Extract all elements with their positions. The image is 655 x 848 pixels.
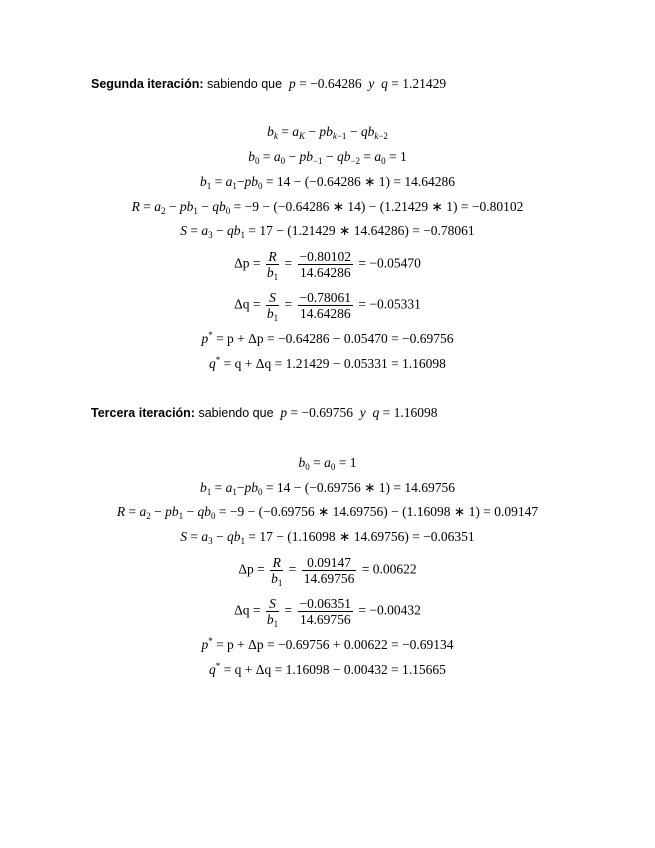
third-iteration-heading: Tercera iteración: (91, 406, 195, 420)
third-p-label: = (290, 405, 299, 420)
second-dp-num: −0.80102 (299, 249, 352, 264)
third-dp-num: 0.09147 (302, 555, 357, 571)
third-y: y (359, 405, 366, 420)
third-dq-num: −0.06351 (299, 596, 352, 611)
second-dq-den: 14.64286 (299, 306, 351, 321)
second-b0-equation: $b_0 = a_0 - pb_{-1} - qb_{-2} = a_0 = 1$ (248, 149, 407, 166)
third-b1-equation: $b_1 = a_1-pb_0 = 14 - (-0.69756$ ∗ 1) = 14.69756 (199, 480, 455, 497)
second-dp-den: 14.64286 (299, 265, 351, 280)
third-s-equation: $S = a_3 - qb_1 = 17 - (1.16098$ ∗ 14.69756) = −0.06351 (180, 529, 475, 546)
third-p-star-equation: p* = p + Δp = −0.69756 + 0.00622 = −0.69134 (201, 636, 454, 652)
second-p-value: −0.64286 (310, 76, 362, 91)
second-r-equation: $R = a_2 - pb_1 - qb_0 = -9 - (-0.64286$ ∗ 14) − (1.21429 ∗ 1) = −0.80102 (131, 199, 524, 216)
second-p-star-equation: p* = p + Δp = −0.64286 − 0.05470 = −0.69756 (201, 330, 454, 346)
second-iteration-heading: Segunda iteración: (91, 77, 204, 91)
third-delta-p-equation: Δp = $\frac{R}{b_1}$ = $\frac{0.09147}{14.69756}$ = 0.00622 (238, 555, 417, 588)
third-dp-result: = 0.00622 (361, 561, 417, 577)
third-intro-text: sabiendo que (198, 406, 274, 420)
third-p-star-rhs: = −0.69756 + 0.00622 = −0.69134 (266, 637, 454, 652)
third-r-rhs: = −9 − (−0.69756 ∗ 14.69756) − (1.16098 ∗ 1) = 0.09147 (218, 504, 539, 519)
second-dp-result: = −0.05470 (358, 255, 421, 271)
second-r-rhs: = −9 − (−0.64286 ∗ 14) − (1.21429 ∗ 1) = −0.80102 (233, 199, 524, 214)
second-delta-q-equation: Δq = $\frac{S}{b_1}$ = $\frac{-0.78061}{14.64286}$ = −0.05331 (234, 290, 421, 323)
third-q-star-rhs: = 1.16098 − 0.00432 = 1.15665 (274, 662, 446, 677)
second-delta-p-equation: Δp = $\frac{R}{b_1}$ = $\frac{-0.80102}{14.64286}$ = −0.05470 (234, 249, 421, 282)
second-p-label: = (299, 76, 307, 91)
third-b1-rhs: = 14 − (−0.69756 ∗ 1) = 14.69756 (265, 480, 455, 495)
second-dq-fraction-sb: $\frac{S}{b_1}$ (266, 290, 279, 323)
third-p-value: −0.69756 (301, 405, 354, 420)
second-dp-fraction-rs: $\frac{R}{b_1}$ (266, 249, 279, 282)
third-delta-q-equation: Δq = $\frac{S}{b_1}$ = $\frac{-0.06351}{14.69756}$ = −0.00432 (234, 596, 421, 629)
second-dp-fraction (298, 249, 354, 280)
third-dq-den: 14.69756 (299, 612, 351, 627)
second-iteration-intro: Segunda iteración: sabiendo que p = −0.64286 y q = 1.21429 (91, 76, 447, 91)
second-dq-num: −0.78061 (299, 290, 352, 305)
recurrence-formula: $b_k = a_K - pb_{k-1} - qb_{k-2}$ (267, 124, 388, 141)
third-iteration-intro: Tercera iteración: sabiendo que p = −0.69756 y q = 1.16098 (91, 405, 438, 420)
third-q-value: 1.16098 (393, 405, 438, 420)
second-s-equation: $S = a_3 - qb_1 = 17 - (1.21429$ ∗ 14.64286) = −0.78061 (180, 223, 475, 240)
second-dq-result: = −0.05331 (358, 296, 421, 312)
second-intro-text: sabiendo que (207, 77, 283, 91)
third-q-star-equation: q* = q + Δq = 1.16098 − 0.00432 = 1.15665 (209, 661, 446, 677)
second-q-value: 1.21429 (402, 76, 447, 91)
third-dq-fraction (298, 596, 354, 627)
third-dp-fraction-rs: $\frac{R}{b_1}$ (271, 555, 283, 588)
third-s-rhs: = 17 − (1.16098 ∗ 14.69756) = −0.06351 (248, 529, 475, 544)
third-dq-result: = −0.00432 (358, 602, 421, 618)
third-dp-den: 14.69756 (303, 571, 355, 586)
second-b1-rhs: = 14 − (−0.64286 ∗ 1) = 14.64286 (265, 174, 455, 189)
second-q-star-rhs: = 1.21429 − 0.05331 = 1.16098 (274, 356, 446, 371)
second-p-star-rhs: = −0.64286 − 0.05470 = −0.69756 (266, 331, 454, 346)
second-b1-equation: $b_1 = a_1-pb_0 = 14 - (-0.64286$ ∗ 1) = 14.64286 (199, 174, 455, 191)
third-r-equation: $R = a_2 - pb_1 - qb_0 = -9 - (-0.69756$ ∗ 14.69756) − (1.16098 ∗ 1) = 0.09147 (116, 504, 539, 521)
second-dq-fraction (298, 290, 354, 321)
second-s-rhs: = 17 − (1.21429 ∗ 14.64286) = −0.78061 (248, 223, 475, 238)
third-dq-fraction-sb: $\frac{S}{b_1}$ (266, 596, 279, 629)
third-b0-equation: $b_0 = a_0 = 1$ (298, 455, 357, 472)
second-y: y (368, 76, 375, 91)
third-dp-fraction (302, 555, 357, 586)
second-q-star-equation: q* = q + Δq = 1.21429 − 0.05331 = 1.16098 (209, 355, 446, 371)
